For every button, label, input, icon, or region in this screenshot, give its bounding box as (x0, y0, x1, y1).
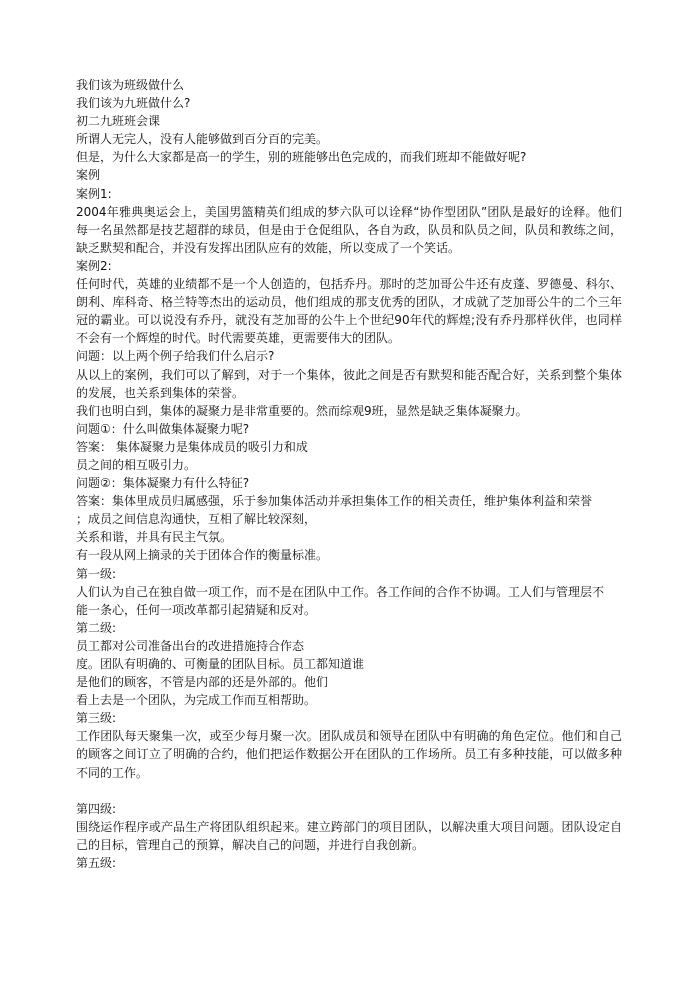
text-line: 问题①：什么叫做集体凝聚力呢? (76, 421, 250, 436)
text-line: 案例2: (76, 258, 112, 273)
paragraph: 任何时代，英雄的业绩都不是一个人创造的，包括乔丹。那时的芝加哥公牛还有皮蓬、罗德曼、科尔、朗利、库科奇、格兰特等杰出的运动员，他们组成的那支优秀的团队，才成就了芝加哥公牛的二个三年冠的霸业。可以说没有乔丹，就没有芝加哥的公牛上个世纪90年代的辉煌;没有乔丹那样伙伴，也同样不会有一个辉煌的时代。时代需要英雄，更需要伟大的团队。 (76, 277, 622, 346)
text-line: 关系和谐，并具有民主气氛。 (76, 530, 233, 545)
text-line: 度。团队有明确的、可衡量的团队目标。员工都知道谁 (76, 657, 365, 671)
text-line: ；成员之间信息沟通快，互相了解比较深刻， (76, 512, 317, 527)
text-line: 第二级: (76, 620, 117, 635)
document-page (76, 76, 622, 872)
paragraph: 2004年雅典奥运会上，美国男篮精英们组成的梦六队可以诠释“协作型团队”团队是最好的诠释。他们每一名虽然都是技艺超群的球员，但是由于仓促组队，各自为政，队员和队员之间，队员和教练之间，缺乏默契和配合，并没有发挥出团队应有的效能，所以变成了一个笑话。 (76, 204, 622, 255)
text-line: 初二九班班会课 (76, 114, 161, 129)
text-line: 我们该为九班做什么? (76, 96, 191, 111)
text-line: 案例1: (76, 186, 112, 201)
text-line: 人们认为自己在独自做一项工作，而不是在团队中工作。各工作间的合作不协调。工人们与管理层不 (76, 584, 605, 599)
text-line: 问题②：集体凝聚力有什么特征? (76, 476, 250, 491)
paragraph: 从以上的案例，我们可以了解到，对于一个集体，彼此之间是否有默契和能否配合好，关系到整个集体的发展，也关系到集体的荣誉。 (76, 367, 622, 400)
paragraph: 围绕运作程序或产品生产将团队组织起来。建立跨部门的项目团队，以解决重大项目问题。团队设定自己的目标，管理自己的预算，解决自己的问题，并进行自我创新。 (76, 819, 622, 852)
text-line: 我们也明白到，集体的凝聚力是非常重要的。然而综观9班，显然是缺乏集体凝聚力。 (76, 403, 528, 418)
text-line: 但是，为什么大家都是高一的学生，别的班能够出色完成的，而我们班却不能做好呢? (76, 150, 527, 165)
text-line: 所谓人无完人，没有人能够做到百分百的完美。 (76, 132, 329, 147)
text-line: 答案： 集体凝聚力是集体成员的吸引力和成 (76, 439, 308, 454)
text-line: 第四级: (76, 801, 117, 816)
text-line: 问题：以上两个例子给我们什么启示? (76, 349, 275, 364)
text-line: 员之间的相互吸引力。 (76, 457, 197, 472)
text-line: 第一级: (76, 566, 117, 581)
text-line: 第三级: (76, 711, 117, 726)
paragraph: 工作团队每天聚集一次，或至少每月聚一次。团队成员和领导在团队中有明确的角色定位。他们和自己的顾客之间订立了明确的合约，他们把运作数据公开在团队的工作场所。员工有多种技能，可以做多种不同的工作。 (76, 729, 622, 780)
blank-line (76, 782, 622, 800)
text-line: 看上去是一个团队，为完成工作而互相帮助。 (76, 693, 317, 708)
text-line: 答案：集体里成员归属感强，乐于参加集体活动并承担集体工作的相关责任，维护集体利益和荣誉 (76, 494, 593, 509)
text-line: 是他们的顾客，不管是内部的还是外部的。他们 (76, 675, 329, 690)
text-line: 员工都对公司准备出台的改进措施持合作态 (76, 638, 305, 653)
text-line: 案例 (76, 168, 101, 183)
text-line: 能一条心，任何一项改革都引起猜疑和反对。 (76, 602, 317, 617)
text-line: 我们该为班级做什么 (76, 78, 185, 92)
text-line: 第五级: (76, 856, 117, 871)
text-line: 有一段从网上摘录的关于团体合作的衡量标准。 (76, 548, 329, 563)
